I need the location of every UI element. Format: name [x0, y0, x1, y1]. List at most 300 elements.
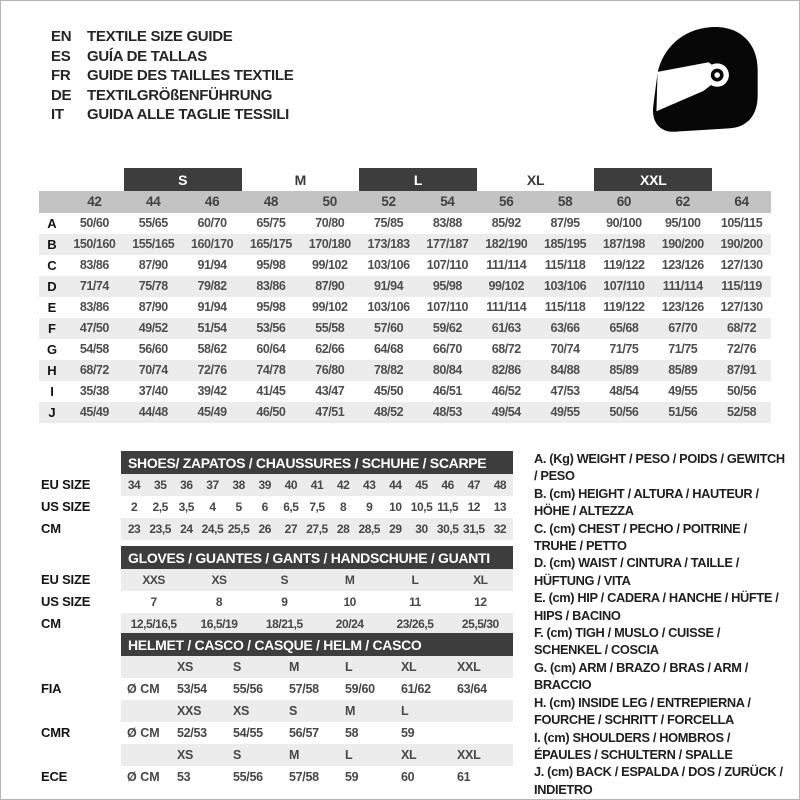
- size-header-cell: 48: [263, 194, 279, 209]
- helmet-table-rows: [41, 656, 513, 788]
- standard-label: FIA: [41, 681, 62, 696]
- row-values: [121, 591, 513, 613]
- size-value: 45/49: [197, 405, 227, 419]
- language-code: ES: [51, 47, 71, 65]
- cell-value: 58: [345, 726, 359, 740]
- gloves-row: [41, 569, 513, 591]
- size-value: 50/56: [609, 405, 639, 419]
- size-header-cell: 60: [616, 194, 632, 209]
- cell-value: 11: [409, 595, 421, 609]
- cell-value: 7,5: [309, 500, 325, 514]
- row-label: EU SIZE: [41, 477, 91, 492]
- row-values: [121, 474, 513, 496]
- size-value: 48/52: [374, 405, 404, 419]
- guide-title: GUIDE DES TAILLES TEXTILE: [87, 67, 294, 85]
- row-letter: D: [47, 279, 57, 294]
- legend-item: F. (cm) TIGH / MUSLO / CUISSE / SCHENKEL / COSCIA: [534, 625, 721, 658]
- cell-value: 25,5: [227, 522, 250, 536]
- size-value: 75/85: [374, 216, 404, 230]
- size-value: 71/74: [79, 279, 109, 293]
- size-value: 127/130: [720, 300, 763, 314]
- row-label: CM: [41, 616, 61, 631]
- cell-value: XXS: [142, 573, 165, 587]
- helmet-table: [41, 633, 513, 788]
- size-value: 95/100: [664, 216, 701, 230]
- size-value: 49/55: [668, 384, 698, 398]
- main-table-row: [39, 276, 771, 297]
- cell-value: 8: [215, 595, 223, 609]
- cell-value: 9: [281, 595, 288, 609]
- cell-value: 34: [127, 478, 141, 492]
- size-value: 46/51: [432, 384, 462, 398]
- main-table-row: [39, 360, 771, 381]
- cell-value: XXS: [177, 704, 202, 718]
- size-value: 60/70: [197, 216, 227, 230]
- main-table-row: [39, 297, 771, 318]
- standard-label: [41, 744, 121, 766]
- size-value: 68/72: [79, 363, 109, 377]
- main-table-row: [39, 234, 771, 255]
- language-row: [51, 27, 293, 47]
- size-value: 87/91: [727, 363, 757, 377]
- helmet-row: [41, 678, 513, 700]
- cell-value: 10: [343, 595, 356, 609]
- size-group-label: M: [294, 171, 307, 188]
- cell-value: 57/58: [289, 682, 319, 696]
- row-values: [121, 700, 513, 722]
- cell-value: XS: [211, 573, 227, 587]
- row-values: [121, 678, 513, 700]
- cell-value: L: [411, 573, 419, 587]
- size-value: 57/60: [374, 321, 404, 335]
- cell-value: S: [280, 573, 289, 587]
- size-value: 49/54: [491, 405, 521, 419]
- size-value: 50/60: [79, 216, 109, 230]
- cell-value: 27: [284, 522, 298, 536]
- cell-value: XS: [233, 704, 250, 718]
- size-value: 74/78: [256, 363, 286, 377]
- size-value: 107/110: [603, 279, 645, 293]
- row-label: US SIZE: [41, 499, 91, 514]
- cell-value: 11,5: [437, 500, 459, 514]
- standard-label: CMR: [41, 725, 71, 740]
- visor-pivot-center: [714, 72, 720, 78]
- size-value: 185/195: [544, 237, 587, 251]
- cell-value: 20/24: [335, 617, 364, 631]
- size-header-cell: 44: [146, 194, 161, 209]
- size-value: 50/56: [727, 384, 757, 398]
- cell-value: 10: [389, 500, 402, 514]
- legend-item: A. (Kg) WEIGHT / PESO / POIDS / GEWITCH / PESO: [534, 451, 785, 484]
- cell-value: 44: [389, 478, 402, 492]
- size-header-cell: 52: [381, 194, 396, 209]
- cell-value: L: [345, 748, 353, 762]
- size-value: 51/54: [197, 321, 227, 335]
- size-value: 51/56: [668, 405, 698, 419]
- cell-value: [457, 700, 513, 722]
- gloves-row: [41, 613, 513, 635]
- cell-value: 55/56: [233, 770, 263, 784]
- size-value: 67/70: [668, 321, 698, 335]
- helmet-table-title: HELMET / CASCO / CASQUE / HELM / CASCO: [121, 633, 513, 656]
- size-value: 123/126: [661, 300, 704, 314]
- size-value: 177/187: [426, 237, 469, 251]
- cell-value: 28,5: [358, 522, 381, 536]
- cell-value: 23: [127, 522, 141, 536]
- cell-value: 59: [345, 770, 359, 784]
- row-letter: I: [50, 384, 54, 399]
- shoes-table-rows: [41, 474, 513, 540]
- size-value: 173/183: [367, 237, 410, 251]
- row-values: [121, 569, 513, 591]
- cell-value: 10,5: [410, 500, 433, 514]
- legend-item: G. (cm) ARM / BRAZO / BRAS / ARM / BRACCIO: [534, 659, 748, 693]
- cell-value: 31,5: [463, 522, 485, 536]
- cell-value: 41: [310, 478, 324, 492]
- size-value: 87/95: [550, 216, 580, 230]
- cell-value: M: [289, 660, 300, 674]
- size-value: 44/48: [138, 405, 168, 419]
- diameter-cm-prefix: Ø CM: [127, 682, 160, 696]
- cell-value: 5: [235, 500, 242, 514]
- cell-value: 6: [261, 500, 268, 514]
- size-value: 107/110: [426, 258, 469, 272]
- legend-item: B. (cm) HEIGHT / ALTURA / HAUTEUR / HÖHE / ALTEZZA: [534, 485, 759, 519]
- size-value: 85/89: [668, 363, 698, 377]
- size-value: 115/118: [544, 258, 586, 272]
- cell-value: 7: [150, 595, 157, 609]
- main-table-row: [39, 318, 771, 339]
- size-value: 68/72: [491, 342, 521, 356]
- size-value: 115/119: [721, 279, 762, 293]
- row-values: [121, 496, 513, 518]
- size-value: 91/94: [374, 279, 404, 293]
- row-letter: C: [47, 258, 57, 273]
- size-value: 150/160: [73, 237, 116, 251]
- guide-title: TEXTILGRÖßENFÜHRUNG: [87, 86, 273, 104]
- size-value: 47/51: [315, 405, 345, 419]
- size-value: 107/110: [426, 300, 469, 314]
- size-value: 83/86: [79, 258, 109, 272]
- size-value: 85/89: [609, 363, 639, 377]
- diameter-cm-prefix: Ø CM: [127, 770, 160, 784]
- row-letter: J: [48, 405, 56, 420]
- shoes-table: [41, 451, 513, 540]
- row-letter: G: [46, 342, 58, 357]
- cell-value: 60: [401, 770, 415, 784]
- main-table-row: [39, 381, 771, 402]
- shoes-table-title: SHOES/ ZAPATOS / CHAUSSURES / SCHUHE / SCARPE: [121, 451, 513, 474]
- cell-value: 35: [153, 478, 167, 492]
- size-group-row: [39, 168, 771, 191]
- cell-value: 12: [474, 595, 487, 609]
- diameter-cm-prefix: Ø CM: [127, 726, 160, 740]
- size-value: 85/92: [491, 216, 521, 230]
- size-value: 91/94: [197, 258, 227, 272]
- legend-item: D. (cm) WAIST / CINTURA / TAILLE / HÜFTUNG / VITA: [534, 555, 739, 588]
- cell-value: 8: [340, 500, 347, 514]
- guide-title: TEXTILE SIZE GUIDE: [87, 28, 233, 46]
- standard-label: ECE: [41, 769, 68, 784]
- cell-value: 52/53: [177, 726, 207, 740]
- cell-value: XL: [401, 748, 417, 762]
- size-value: 70/74: [550, 342, 580, 356]
- cell-value: 24: [180, 522, 193, 536]
- main-table-row: [39, 255, 771, 276]
- size-value: 46/52: [491, 384, 521, 398]
- cell-value: 57/58: [289, 770, 319, 784]
- language-title-list: [51, 27, 293, 125]
- cell-value: 9: [366, 500, 373, 514]
- size-value: 160/170: [191, 237, 234, 251]
- size-value: 115/118: [544, 300, 586, 314]
- row-letter: E: [47, 300, 57, 315]
- cell-value: 32: [493, 522, 507, 536]
- cell-value: 29: [389, 522, 402, 536]
- cell-value: XS: [177, 748, 194, 762]
- row-values: [121, 656, 513, 678]
- cell-value: 16,5/19: [200, 617, 238, 631]
- guide-title: GUÍA DE TALLAS: [87, 47, 207, 65]
- size-value: 45/50: [374, 384, 404, 398]
- cell-value: 37: [206, 478, 219, 492]
- size-value: 49/55: [550, 405, 580, 419]
- cell-value: 30,5: [436, 522, 459, 536]
- cell-value: 61/62: [401, 682, 431, 696]
- size-value: 47/50: [79, 321, 109, 335]
- cell-value: 63/64: [457, 682, 487, 696]
- cell-value: XS: [177, 660, 194, 674]
- main-table-row: [39, 402, 771, 423]
- size-value: 190/200: [661, 237, 704, 251]
- shoes-row: [41, 474, 513, 496]
- size-value: 46/50: [256, 405, 286, 419]
- gloves-row: [41, 591, 513, 613]
- shoes-row: [41, 518, 513, 540]
- standard-label: [41, 700, 121, 722]
- size-header-cell: 46: [204, 194, 220, 209]
- cell-value: 4: [209, 500, 216, 514]
- helmet-row: [41, 656, 513, 678]
- row-label: CM: [41, 521, 61, 536]
- cell-value: 13: [493, 500, 507, 514]
- row-values: [121, 744, 513, 766]
- size-value: 64/68: [374, 342, 404, 356]
- size-header-cell: 54: [440, 194, 455, 209]
- cell-value: M: [345, 704, 356, 718]
- size-value: 70/80: [315, 216, 345, 230]
- size-value: 35/38: [79, 384, 109, 398]
- cell-value: 47: [467, 478, 481, 492]
- cell-value: 39: [258, 478, 271, 492]
- cell-value: 2: [130, 500, 138, 514]
- cell-value: 40: [284, 478, 298, 492]
- row-letter: A: [47, 216, 57, 231]
- corner-cell: [39, 191, 65, 213]
- cell-value: M: [344, 573, 355, 587]
- cell-value: S: [233, 660, 242, 674]
- cell-value: 45: [415, 478, 428, 492]
- language-code: FR: [51, 67, 71, 85]
- size-value: 190/200: [720, 237, 763, 251]
- cell-value: 61: [457, 770, 471, 784]
- size-value: 87/90: [315, 279, 345, 293]
- size-value: 54/58: [79, 342, 109, 356]
- size-header-cell: 56: [499, 194, 514, 209]
- size-value: 65/68: [609, 321, 639, 335]
- cell-value: 43: [363, 478, 376, 492]
- size-value: 68/72: [727, 321, 757, 335]
- cell-value: 25,5/30: [461, 617, 499, 631]
- cell-value: 53: [177, 770, 191, 784]
- cell-value: 28: [336, 522, 350, 536]
- size-value: 52/58: [727, 405, 757, 419]
- diameter-cm-prefix: [121, 744, 177, 766]
- cell-value: 26: [258, 522, 271, 536]
- size-value: 90/100: [606, 216, 642, 230]
- size-value: 76/80: [315, 363, 345, 377]
- size-header-cell: 62: [675, 194, 690, 209]
- cell-value: 53/54: [177, 682, 207, 696]
- size-value: 111/114: [486, 258, 527, 272]
- size-value: 119/122: [603, 300, 645, 314]
- legend-item: E. (cm) HIP / CADERA / HANCHE / HÜFTE / HIPS / BACINO: [534, 590, 779, 623]
- legend-item: C. (cm) CHEST / PECHO / POITRINE / TRUHE / PETTO: [534, 520, 747, 554]
- cell-value: XXL: [457, 660, 481, 674]
- size-value: 84/88: [550, 363, 580, 377]
- size-header-cell: 58: [557, 194, 573, 209]
- size-header-cell: 42: [87, 194, 102, 209]
- cell-value: XXL: [457, 748, 481, 762]
- cell-value: 24,5: [201, 522, 224, 536]
- row-values: [121, 613, 513, 635]
- size-value: 61/63: [491, 321, 521, 335]
- size-value: 59/62: [432, 321, 462, 335]
- diameter-cm-prefix: [121, 700, 177, 722]
- size-value: 103/106: [544, 279, 587, 293]
- size-header-cell: 64: [734, 194, 749, 209]
- size-value: 95/98: [256, 258, 286, 272]
- size-value: 99/102: [488, 279, 525, 293]
- cell-value: XL: [401, 660, 417, 674]
- language-row: [51, 66, 293, 86]
- size-header-row: [39, 191, 771, 213]
- size-value: 66/70: [432, 342, 462, 356]
- size-value: 79/82: [197, 279, 227, 293]
- row-label: EU SIZE: [41, 572, 91, 587]
- cell-value: 55/56: [233, 682, 263, 696]
- size-value: 55/58: [315, 321, 345, 335]
- size-value: 170/180: [308, 237, 351, 251]
- language-row: [51, 105, 293, 125]
- size-value: 95/98: [256, 300, 286, 314]
- shoes-row: [41, 496, 513, 518]
- row-letter: B: [47, 237, 57, 252]
- helmet-row: [41, 700, 513, 722]
- size-value: 48/53: [432, 405, 462, 419]
- cell-value: 18/21,5: [265, 617, 303, 631]
- guide-title: GUIDA ALLE TAGLIE TESSILI: [87, 106, 289, 124]
- helmet-icon: [649, 25, 763, 139]
- cell-value: XL: [473, 573, 488, 587]
- size-value: 60/64: [256, 342, 286, 356]
- size-value: 63/66: [550, 321, 580, 335]
- diameter-cm-prefix: [121, 656, 177, 678]
- size-value: 39/42: [197, 384, 227, 398]
- size-value: 99/102: [311, 300, 348, 314]
- size-value: 123/126: [661, 258, 704, 272]
- size-value: 43/47: [315, 384, 345, 398]
- cell-value: L: [401, 704, 409, 718]
- language-row: [51, 47, 293, 67]
- size-value: 91/94: [197, 300, 227, 314]
- cell-value: 30: [415, 522, 428, 536]
- size-value: 55/65: [138, 216, 168, 230]
- helmet-row: [41, 766, 513, 788]
- size-value: 83/86: [79, 300, 109, 314]
- language-code: EN: [51, 28, 72, 46]
- helmet-row: [41, 722, 513, 744]
- size-value: 75/78: [138, 279, 168, 293]
- size-value: 37/40: [138, 384, 168, 398]
- size-value: 111/114: [662, 279, 703, 293]
- cell-value: 36: [180, 478, 193, 492]
- language-row: [51, 86, 293, 106]
- row-letter: H: [47, 363, 57, 378]
- cell-value: 12,5/16,5: [130, 617, 177, 631]
- cell-value: 23,5: [149, 522, 171, 536]
- measurement-legend: [534, 450, 786, 798]
- main-size-table: [39, 168, 771, 423]
- cell-value: 6,5: [283, 500, 299, 514]
- cell-value: 27,5: [306, 522, 328, 536]
- main-table-body: [39, 213, 771, 423]
- main-table-row: [39, 213, 771, 234]
- row-letter: F: [48, 321, 56, 336]
- size-value: 103/106: [367, 258, 410, 272]
- language-code: DE: [51, 86, 72, 104]
- cell-value: 42: [336, 478, 350, 492]
- size-value: 87/90: [138, 300, 168, 314]
- size-value: 47/53: [550, 384, 580, 398]
- cell-value: 56/57: [289, 726, 319, 740]
- size-value: 53/56: [256, 321, 286, 335]
- size-value: 78/82: [374, 363, 404, 377]
- size-value: 83/86: [256, 279, 286, 293]
- size-group-label: S: [124, 168, 242, 191]
- standard-label: [41, 656, 121, 678]
- size-value: 71/75: [609, 342, 639, 356]
- size-value: 65/75: [256, 216, 286, 230]
- size-value: 83/88: [432, 216, 462, 230]
- size-value: 82/86: [491, 363, 521, 377]
- cell-value: 12: [467, 500, 481, 514]
- cell-value: 59/60: [345, 682, 375, 696]
- cell-value: L: [345, 660, 353, 674]
- size-value: 95/98: [432, 279, 462, 293]
- cell-value: 54/55: [233, 726, 263, 740]
- size-value: 127/130: [720, 258, 763, 272]
- row-values: [121, 722, 513, 744]
- gloves-table-title: GLOVES / GUANTES / GANTS / HANDSCHUHE / GUANTI: [121, 546, 513, 569]
- size-value: 155/165: [132, 237, 175, 251]
- size-group-label: L: [359, 168, 477, 191]
- language-code: IT: [51, 106, 64, 124]
- helmet-row: [41, 744, 513, 766]
- legend-item: H. (cm) INSIDE LEG / ENTREPIERNA / FOURCHE / SCHRITT / FORCELLA: [534, 694, 751, 728]
- row-values: [121, 766, 513, 788]
- cell-value: S: [289, 704, 298, 718]
